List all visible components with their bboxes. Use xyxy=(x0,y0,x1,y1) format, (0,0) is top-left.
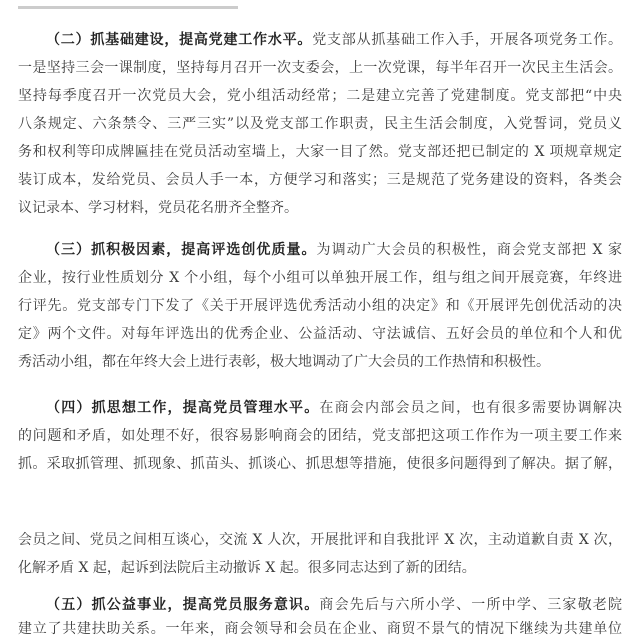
paragraph-line: 坚持每季度召开一次党员大会，党小组活动经常；二是建立完善了党建制度。党支部把“中央 xyxy=(18,88,622,104)
line-text: 商会先后与六所小学、一所中学、三家敬老院 xyxy=(319,597,622,613)
paragraph-line: 务和权利等印成牌匾挂在党员活动室墙上，大家一目了然。党支部还把已制定的 X 项规章规定 xyxy=(18,144,622,160)
section-heading: （四）抓思想工作，提高党员管理水平。 xyxy=(46,400,320,416)
clipped-previous-line xyxy=(18,0,238,9)
line-text: 党支部从抓基础工作入手，开展各项党务工作。 xyxy=(312,32,623,48)
paragraph-line: 秀活动小组，都在年终大会上进行表彰，极大地调动了广大会员的工作热情和积极性。 xyxy=(18,354,550,370)
paragraph-line xyxy=(46,594,622,616)
paragraph-line xyxy=(46,397,622,419)
paragraph-line: 装订成本，发给党员、会员人手一本，方便学习和落实；三是规范了党务建设的资料，各类会 xyxy=(18,172,622,188)
paragraph-line xyxy=(46,239,622,261)
paragraph-line: 一是坚持三会一课制度，坚持每月召开一次支委会，上一次党课，每半年召开一次民主生活会。 xyxy=(18,60,622,76)
line-text: 在商会内部会员之间，也有很多需要协调解决 xyxy=(319,400,622,416)
line-text: 为调动广大会员的积极性，商会党支部把 X 家 xyxy=(316,242,623,258)
paragraph-line: 建立了共建扶助关系。一年来，商会领导和会员在企业、商贸不景气的情况下继续为共建单位 xyxy=(18,621,622,637)
section-heading: （五）抓公益事业，提高党员服务意识。 xyxy=(46,597,320,613)
paragraph-line: 行评先。党支部专门下发了《关于开展评选优秀活动小组的决定》和《开展评先创优活动的决 xyxy=(18,298,622,314)
paragraph-line xyxy=(46,29,622,51)
section-heading: （三）抓积极因素，提高评选创优质量。 xyxy=(46,242,317,258)
paragraph-line: 化解矛盾 X 起，起诉到法院后主动撤诉 X 起。很多同志达到了新的团结。 xyxy=(18,560,476,576)
paragraph-line: 的问题和矛盾，如处理不好，很容易影响商会的团结，党支部把这项工作作为一项主要工作来 xyxy=(18,428,622,444)
paragraph-line: 抓。采取抓管理、抓现象、抓苗头、抓谈心、抓思想等措施，使很多问题得到了解决。据了解， xyxy=(18,456,622,472)
paragraph-line: 定》两个文件。对每年评选出的优秀企业、公益活动、守法诚信、五好会员的单位和个人和优 xyxy=(18,326,622,342)
section-heading: （二）抓基础建设，提高党建工作水平。 xyxy=(46,32,313,48)
paragraph-line: 议记录本、学习材料，党员花名册齐全整齐。 xyxy=(18,200,298,216)
paragraph-line: 八条规定、六条禁令、三严三实”以及党支部工作职责，民主生活会制度，入党誓词，党员义 xyxy=(18,116,622,132)
paragraph-line: 会员之间、党员之间相互谈心，交流 X 人次，开展批评和自我批评 X 次，主动道歉自责 X 次， xyxy=(18,532,622,548)
paragraph-line: 企业，按行业性质划分 X 个小组，每个小组可以单独开展工作，组与组之间开展竞赛，年终进 xyxy=(18,270,622,286)
